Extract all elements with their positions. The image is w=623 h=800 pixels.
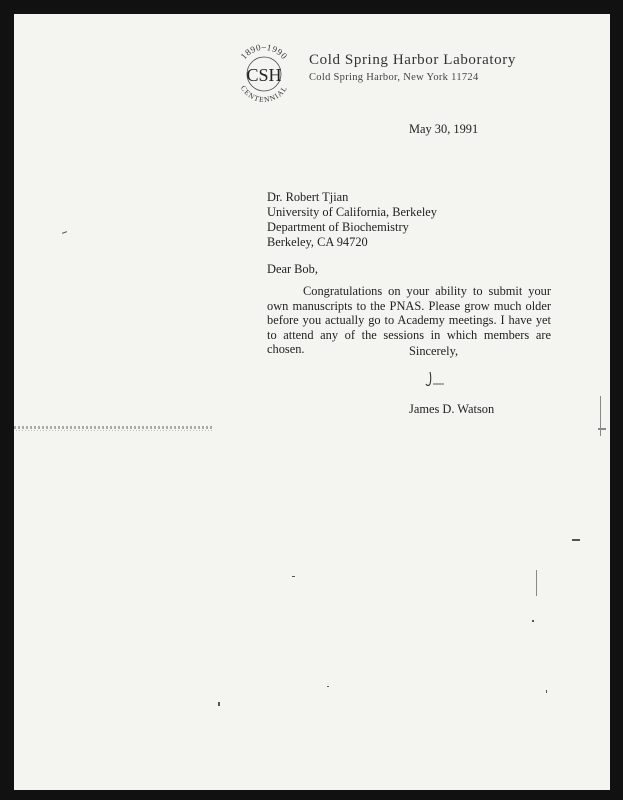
letter-body: Congratulations on your ability to submit your own manuscripts to the PNAS. Please grow much older before you actually go to Academy meetings. I have yet to attend any of the sessions in which members are chosen.	[267, 284, 551, 356]
recipient-address-block	[267, 190, 437, 250]
recipient-institution: University of California, Berkeley	[267, 205, 437, 219]
scan-artifact-line-secondary	[16, 430, 212, 431]
seal-years-text: 1890–1990	[238, 42, 290, 62]
recipient-city: Berkeley, CA 94720	[267, 235, 368, 249]
scan-artifact-line	[14, 426, 214, 429]
handwritten-signature	[422, 370, 448, 390]
organization-name: Cold Spring Harbor Laboratory	[309, 52, 516, 68]
svg-text:CENTENNIAL	[239, 84, 289, 104]
scan-speck	[572, 539, 580, 541]
scan-edge-mark	[536, 570, 537, 596]
salutation: Dear Bob,	[267, 262, 318, 276]
organization-address: Cold Spring Harbor, New York 11724	[309, 72, 479, 83]
seal-center-text: CSH	[246, 65, 282, 85]
scan-speck	[292, 576, 295, 577]
scan-speck	[546, 690, 547, 693]
letter-date: May 30, 1991	[409, 122, 479, 136]
letter-page	[14, 14, 610, 790]
recipient-department: Department of Biochemistry	[267, 220, 409, 234]
scan-speck	[62, 231, 67, 234]
scan-speck	[218, 702, 220, 706]
centennial-seal-logo	[230, 40, 298, 108]
scan-speck	[327, 686, 329, 687]
recipient-name: Dr. Robert Tjian	[267, 190, 349, 204]
scan-edge-mark	[598, 428, 606, 430]
closing: Sincerely,	[409, 344, 459, 358]
scan-edge-mark	[600, 396, 601, 436]
scan-speck	[532, 620, 534, 622]
svg-text:1890–1990	[239, 42, 290, 61]
seal-centennial-text: CENTENNIAL	[238, 83, 290, 105]
signer-name: James D. Watson	[409, 402, 495, 416]
